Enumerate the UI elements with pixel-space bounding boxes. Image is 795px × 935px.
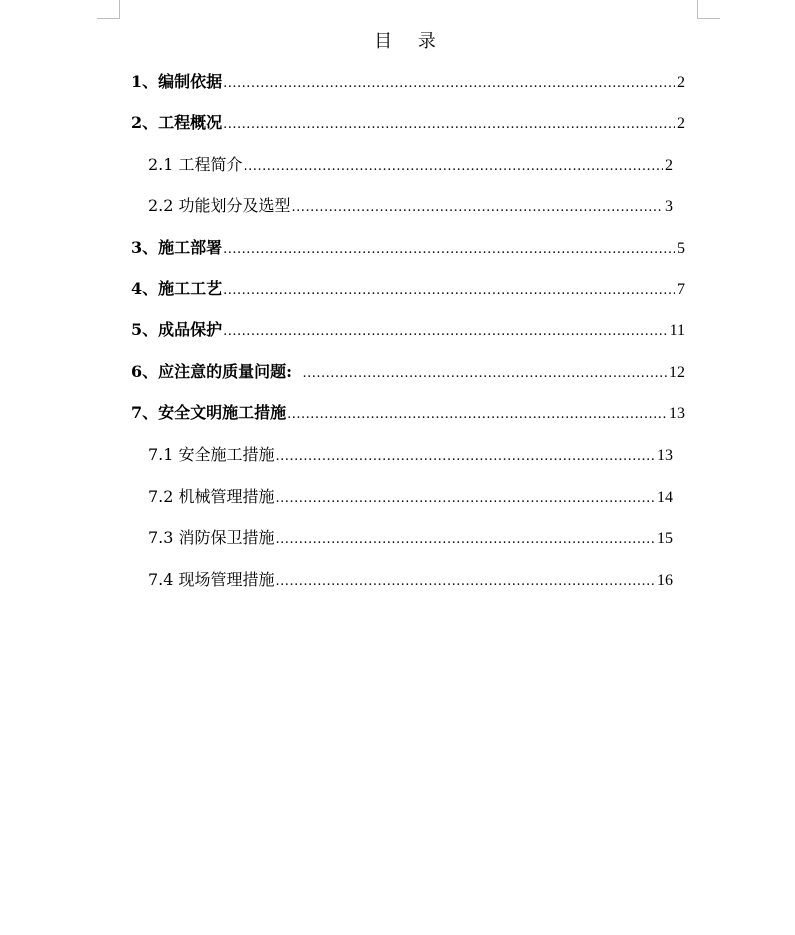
toc-dot-leader [223,73,675,95]
page-corner-mark-top-left [119,0,120,18]
toc-entry-page: 2 [677,74,685,91]
page-corner-mark-top-left [97,18,120,19]
toc-entry-page: 16 [657,572,673,589]
toc-entry-label: 7.1 安全施工措施 [148,445,275,464]
toc-dot-leader [223,239,675,261]
toc-entry-label: 7.3 消防保卫措施 [148,528,275,547]
toc-dot-leader [276,446,655,468]
toc-entry[interactable] [131,237,685,259]
toc-entry[interactable] [131,112,685,134]
toc-entry-page: 12 [669,364,685,381]
page-corner-mark-top-right [697,18,720,19]
toc-entry-page: 2 [665,157,673,174]
toc-entry-label: 2.2 功能划分及选型 [148,196,291,215]
toc-entry[interactable] [131,278,685,300]
toc-entry[interactable] [131,71,685,93]
toc-entry-page: 3 [665,198,673,215]
toc-entry-page: 13 [669,405,685,422]
toc-entry-label: 7、安全文明施工措施 [131,403,287,422]
toc-entry-label: 3、施工部署 [131,238,223,257]
toc-entry-page: 11 [669,322,685,339]
toc-dot-leader [276,488,655,510]
toc-entry-page: 13 [657,447,673,464]
toc-entry-page: 7 [677,281,685,298]
toc-entry-label: 4、施工工艺 [131,279,223,298]
toc-entry-label: 7.2 机械管理措施 [148,487,275,506]
toc-entry-label: 5、成品保护 [131,320,223,339]
toc-entry-page: 15 [657,530,673,547]
toc-entry[interactable] [131,319,685,341]
toc-entry[interactable] [148,486,673,508]
toc-dot-leader [302,363,667,385]
toc-dot-leader [287,404,667,426]
toc-entry-label: 6、应注意的质量问题: [131,362,293,381]
toc-dot-leader [223,280,675,302]
toc-entry-page: 2 [677,115,685,132]
toc-entry[interactable] [131,361,685,383]
toc-title: 目 录 [374,31,446,52]
toc-entry[interactable] [148,569,673,591]
toc-entry[interactable] [131,402,685,424]
toc-entry-page: 5 [677,240,685,257]
toc-entry[interactable] [148,527,673,549]
toc-dot-leader [223,114,675,136]
toc-entry-label: 1、编制依据 [131,72,223,91]
toc-entry[interactable] [148,154,673,176]
page-corner-mark-top-right [697,0,698,18]
toc-dot-leader [276,529,655,551]
toc-entry[interactable] [148,195,673,217]
toc-entry-page: 14 [657,489,673,506]
toc-dot-leader [276,571,655,593]
toc-dot-leader [292,197,663,219]
toc-entry-label: 2、工程概况 [131,113,223,132]
toc-entry-label: 2.1 工程简介 [148,155,243,174]
toc-dot-leader [223,321,667,343]
toc-entry-label: 7.4 现场管理措施 [148,570,275,589]
toc-entry[interactable] [148,444,673,466]
toc-dot-leader [244,156,663,178]
